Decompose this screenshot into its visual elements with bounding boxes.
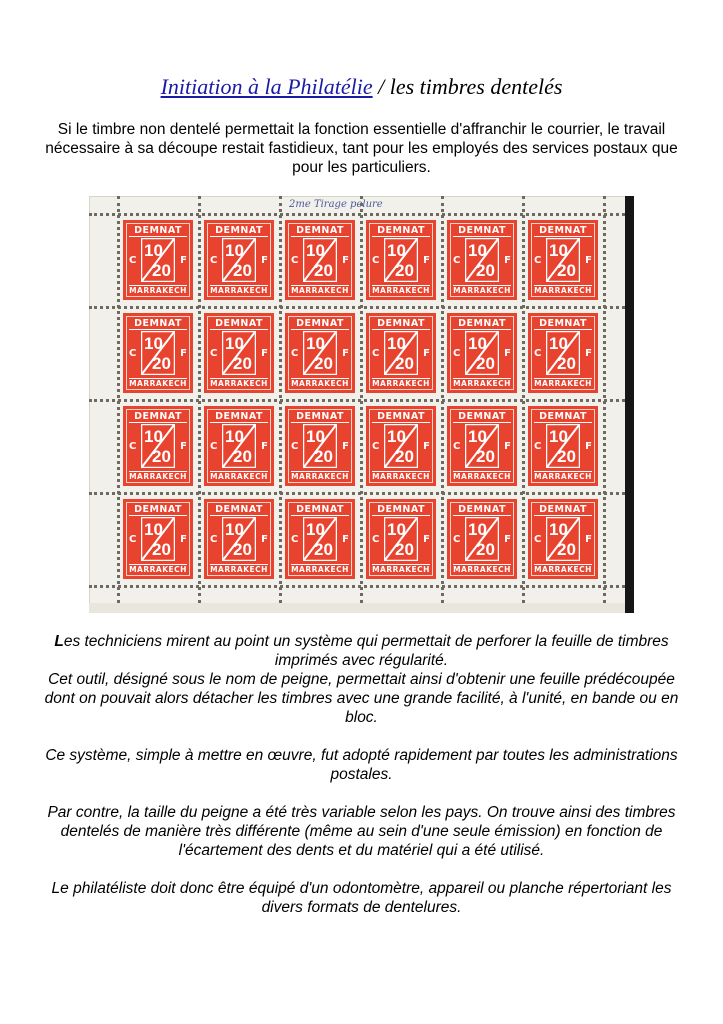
stamp-city: MARRAKECH [534,472,592,481]
stamp-city: MARRAKECH [129,379,187,388]
stamp-letter-c: C [129,441,137,452]
stamp-value-bottom: 20 [152,540,171,559]
stamp-value-top: 10 [468,241,487,260]
stamp-town: DEMNAT [291,504,349,516]
perforation-column [522,196,525,603]
stamp-sheet-image [89,196,634,613]
demnat-stamp [285,313,355,393]
demnat-stamp [528,220,598,300]
stamp-city: MARRAKECH [129,565,187,574]
stamp-letter-f: F [180,255,187,266]
stamp-value-bottom: 20 [152,354,171,373]
stamp-value-bottom: 20 [152,261,171,280]
stamp-value-bottom: 20 [395,261,414,280]
stamp-value-bottom: 20 [476,447,495,466]
stamp-town: DEMNAT [210,225,268,237]
perforation-row [89,492,625,495]
demnat-stamp [285,499,355,579]
philately-link[interactable]: Initiation à la Philatélie [160,74,373,99]
stamp-town: DEMNAT [453,411,511,423]
stamp-town: DEMNAT [210,504,268,516]
paragraph-odontometer: Le philatéliste doit donc être équipé d'un odontomètre, appareil ou planche répertoriant les divers formats de dentelures. [51,880,672,916]
stamp-letter-f: F [504,441,511,452]
stamp-value-bottom: 20 [233,261,252,280]
demnat-stamp [123,499,193,579]
stamp-value-top: 10 [387,427,406,446]
paragraph-comb-start: es techniciens mirent au point un système qui permettait de perforer la feuille de timbres imprimés avec régularité. [63,633,669,669]
stamp-town: DEMNAT [291,411,349,423]
stamp-value-bottom: 20 [395,540,414,559]
stamp-town: DEMNAT [129,318,187,330]
demnat-stamp [447,499,517,579]
stamp-value-top: 10 [387,520,406,539]
perforation-column [117,196,120,603]
stamp-city: MARRAKECH [534,286,592,295]
stamp-town: DEMNAT [534,411,592,423]
stamp-value-top: 10 [549,241,568,260]
stamp-letter-c: C [291,348,299,359]
stamp-town: DEMNAT [210,318,268,330]
stamp-letter-f: F [504,348,511,359]
stamp-value-bottom: 20 [476,261,495,280]
stamp-letter-c: C [453,441,461,452]
stamp-letter-f: F [585,441,592,452]
stamp-value-top: 10 [306,241,325,260]
perforation-column [360,196,363,603]
handwritten-annotation: 2me Tirage pelure [289,199,383,210]
stamp-value-top: 10 [549,520,568,539]
stamp-town: DEMNAT [291,318,349,330]
stamp-town: DEMNAT [210,411,268,423]
paragraph-adoption: Ce système, simple à mettre en œuvre, fut adopté rapidement par toutes les administrations postales. [45,747,678,783]
stamp-town: DEMNAT [291,225,349,237]
perforation-column [441,196,444,603]
stamp-city: MARRAKECH [453,472,511,481]
stamp-city: MARRAKECH [291,472,349,481]
stamp-city: MARRAKECH [129,286,187,295]
stamp-value-top: 10 [468,334,487,353]
stamp-letter-f: F [261,348,268,359]
stamp-letter-f: F [342,348,349,359]
stamp-city: MARRAKECH [372,565,430,574]
stamp-city: MARRAKECH [210,379,268,388]
stamp-value-bottom: 20 [233,447,252,466]
stamp-city: MARRAKECH [453,286,511,295]
stamp-value-top: 10 [306,427,325,446]
title-separator: / [372,74,390,99]
stamp-city: MARRAKECH [453,565,511,574]
stamp-letter-c: C [372,348,380,359]
perforation-row [89,213,625,216]
stamp-town: DEMNAT [372,225,430,237]
stamp-town: DEMNAT [453,504,511,516]
stamp-town: DEMNAT [129,411,187,423]
stamp-town: DEMNAT [453,318,511,330]
stamp-city: MARRAKECH [291,379,349,388]
stamp-city: MARRAKECH [210,565,268,574]
stamp-letter-f: F [423,348,430,359]
stamp-value-bottom: 20 [395,447,414,466]
stamp-town: DEMNAT [372,504,430,516]
stamp-city: MARRAKECH [210,472,268,481]
stamp-value-top: 10 [225,427,244,446]
stamp-town: DEMNAT [453,225,511,237]
demnat-stamp [447,220,517,300]
perforation-column [198,196,201,603]
stamp-letter-f: F [585,534,592,545]
paragraph-variability: Par contre, la taille du peigne a été très variable selon les pays. On trouve ainsi des timbres dentelés de manière très différente (même au sein d'une seule émission) en fonction de l'écartement des dents et du matériel qui a été utilisé. [47,804,676,859]
demnat-stamp [366,406,436,486]
demnat-stamp [366,220,436,300]
stamp-letter-f: F [423,441,430,452]
stamp-letter-c: C [453,255,461,266]
demnat-stamp [528,499,598,579]
stamp-letter-f: F [261,255,268,266]
stamp-town: DEMNAT [534,225,592,237]
stamp-value-bottom: 20 [557,261,576,280]
stamp-letter-c: C [372,441,380,452]
stamp-letter-f: F [180,534,187,545]
stamp-letter-c: C [210,534,218,545]
stamp-letter-f: F [342,534,349,545]
stamp-value-bottom: 20 [314,540,333,559]
stamp-city: MARRAKECH [291,286,349,295]
stamp-letter-f: F [342,441,349,452]
stamp-letter-c: C [210,441,218,452]
stamp-letter-f: F [585,348,592,359]
perforation-row [89,306,625,309]
stamp-city: MARRAKECH [291,565,349,574]
stamp-town: DEMNAT [129,504,187,516]
stamp-city: MARRAKECH [534,379,592,388]
stamp-letter-c: C [453,348,461,359]
stamp-city: MARRAKECH [372,472,430,481]
stamp-value-bottom: 20 [476,540,495,559]
body-text [40,632,683,936]
demnat-stamp [366,313,436,393]
demnat-stamp [447,406,517,486]
stamp-letter-c: C [129,348,137,359]
paragraph-comb-cont: Cet outil, désigné sous le nom de peigne, permettait ainsi d'obtenir une feuille prédécoupée dont on pouvait alors détacher les timbres avec une grande facilité, à l'unité, en bande ou en bloc. [44,671,679,726]
stamp-city: MARRAKECH [372,379,430,388]
stamp-value-top: 10 [306,334,325,353]
drop-letter: L [54,633,64,650]
stamp-letter-c: C [372,534,380,545]
paragraph-comb [40,632,683,727]
stamp-value-top: 10 [468,520,487,539]
stamp-letter-c: C [534,348,542,359]
stamp-letter-c: C [372,255,380,266]
stamp-value-top: 10 [549,427,568,446]
intro-paragraph: Si le timbre non dentelé permettait la fonction essentielle d'affranchir le courrier, le travail nécessaire à sa découpe restait fastidieux, tant pour les employés des services postaux que pour les particuliers. [45,121,678,176]
demnat-stamp [204,406,274,486]
stamp-value-bottom: 20 [233,354,252,373]
perforation-column [279,196,282,603]
stamp-city: MARRAKECH [210,286,268,295]
stamp-value-bottom: 20 [233,540,252,559]
stamp-letter-c: C [129,534,137,545]
stamp-letter-c: C [210,255,218,266]
stamp-city: MARRAKECH [453,379,511,388]
stamp-letter-c: C [291,441,299,452]
demnat-stamp [528,406,598,486]
sheet-margin [89,603,634,613]
stamp-value-bottom: 20 [557,540,576,559]
stamp-town: DEMNAT [372,318,430,330]
stamp-letter-f: F [342,255,349,266]
stamp-letter-f: F [504,534,511,545]
perforation-row [89,585,625,588]
stamp-value-top: 10 [225,241,244,260]
stamp-value-bottom: 20 [557,354,576,373]
stamp-city: MARRAKECH [129,472,187,481]
demnat-stamp [528,313,598,393]
stamp-value-top: 10 [225,334,244,353]
stamp-town: DEMNAT [129,225,187,237]
stamp-value-top: 10 [387,334,406,353]
stamp-letter-f: F [180,348,187,359]
stamp-value-top: 10 [225,520,244,539]
stamp-town: DEMNAT [534,318,592,330]
stamp-value-bottom: 20 [314,354,333,373]
stamp-value-bottom: 20 [314,447,333,466]
title-subject: les timbres dentelés [389,74,563,99]
demnat-stamp [204,499,274,579]
stamp-letter-f: F [585,255,592,266]
stamp-letter-c: C [534,255,542,266]
stamp-value-top: 10 [144,520,163,539]
stamp-letter-c: C [291,255,299,266]
stamp-value-top: 10 [306,520,325,539]
demnat-stamp [123,313,193,393]
stamp-value-bottom: 20 [314,261,333,280]
stamp-value-top: 10 [387,241,406,260]
perforation-column [603,196,606,603]
stamp-value-bottom: 20 [557,447,576,466]
stamp-letter-f: F [504,255,511,266]
demnat-stamp [285,406,355,486]
stamp-letter-c: C [129,255,137,266]
stamp-city: MARRAKECH [372,286,430,295]
demnat-stamp [204,220,274,300]
stamp-letter-c: C [534,534,542,545]
stamp-letter-c: C [291,534,299,545]
stamp-letter-f: F [261,441,268,452]
stamp-value-bottom: 20 [476,354,495,373]
stamp-value-top: 10 [144,241,163,260]
stamp-letter-f: F [423,534,430,545]
demnat-stamp [366,499,436,579]
stamp-letter-f: F [180,441,187,452]
demnat-stamp [285,220,355,300]
stamp-town: DEMNAT [534,504,592,516]
stamp-value-bottom: 20 [395,354,414,373]
sheet-edge-shadow [625,196,634,613]
stamp-value-top: 10 [144,427,163,446]
stamp-value-bottom: 20 [152,447,171,466]
stamp-letter-c: C [210,348,218,359]
stamp-value-top: 10 [549,334,568,353]
stamp-letter-c: C [453,534,461,545]
demnat-stamp [123,406,193,486]
page-title [0,74,723,100]
demnat-stamp [204,313,274,393]
stamp-letter-f: F [423,255,430,266]
stamp-letter-c: C [534,441,542,452]
perforation-row [89,399,625,402]
stamp-value-top: 10 [144,334,163,353]
stamp-letter-f: F [261,534,268,545]
demnat-stamp [123,220,193,300]
stamp-city: MARRAKECH [534,565,592,574]
stamp-town: DEMNAT [372,411,430,423]
stamp-value-top: 10 [468,427,487,446]
demnat-stamp [447,313,517,393]
